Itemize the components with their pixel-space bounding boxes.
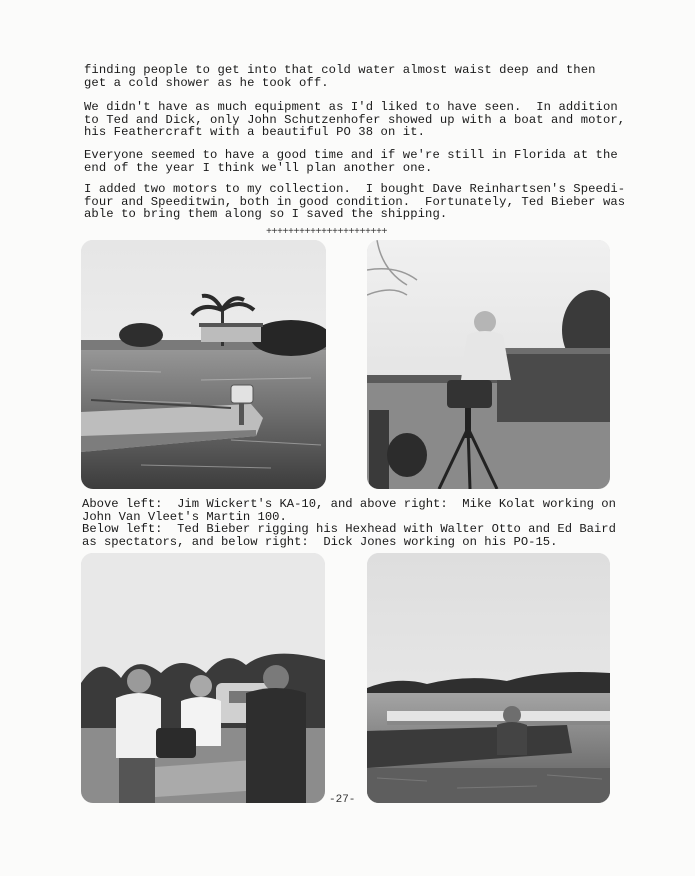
photo-caption: Above left: Jim Wickert's KA-10, and above right: Mike Kolat working on John Van Vleet's Martin 100. Below left: Ted Bieber rigging his Hexhead with Walter Otto and Ed Baird as spectators, and below right: Dick Jones working on his PO-15. [82, 497, 616, 549]
photo-ka10-boat [81, 240, 326, 489]
photo-hexhead-rigging [81, 553, 325, 803]
photo-po15-boat [367, 553, 610, 803]
paragraph-3: Everyone seemed to have a good time and if we're still in Florida at the end of the year I think we'll plan another one. [84, 148, 618, 175]
section-separator: ++++++++++++++++++++++ [266, 227, 388, 238]
paragraph-1: finding people to get into that cold water almost waist deep and then get a cold shower as he took off. [84, 63, 596, 90]
paragraph-4: I added two motors to my collection. I bought Dave Reinhartsen's Speedi- four and Speeditwin, both in good condition. Fortunately, Ted Bieber was able to bring them along so I saved the shipping. [84, 182, 626, 221]
page-number: -27- [329, 794, 356, 806]
photo-martin-100-stand [367, 240, 610, 489]
paragraph-2: We didn't have as much equipment as I'd liked to have seen. In addition to Ted and Dick, only John Schutzenhofer showed up with a boat and motor, his Feathercraft with a beautiful PO 38 on it. [84, 100, 626, 139]
